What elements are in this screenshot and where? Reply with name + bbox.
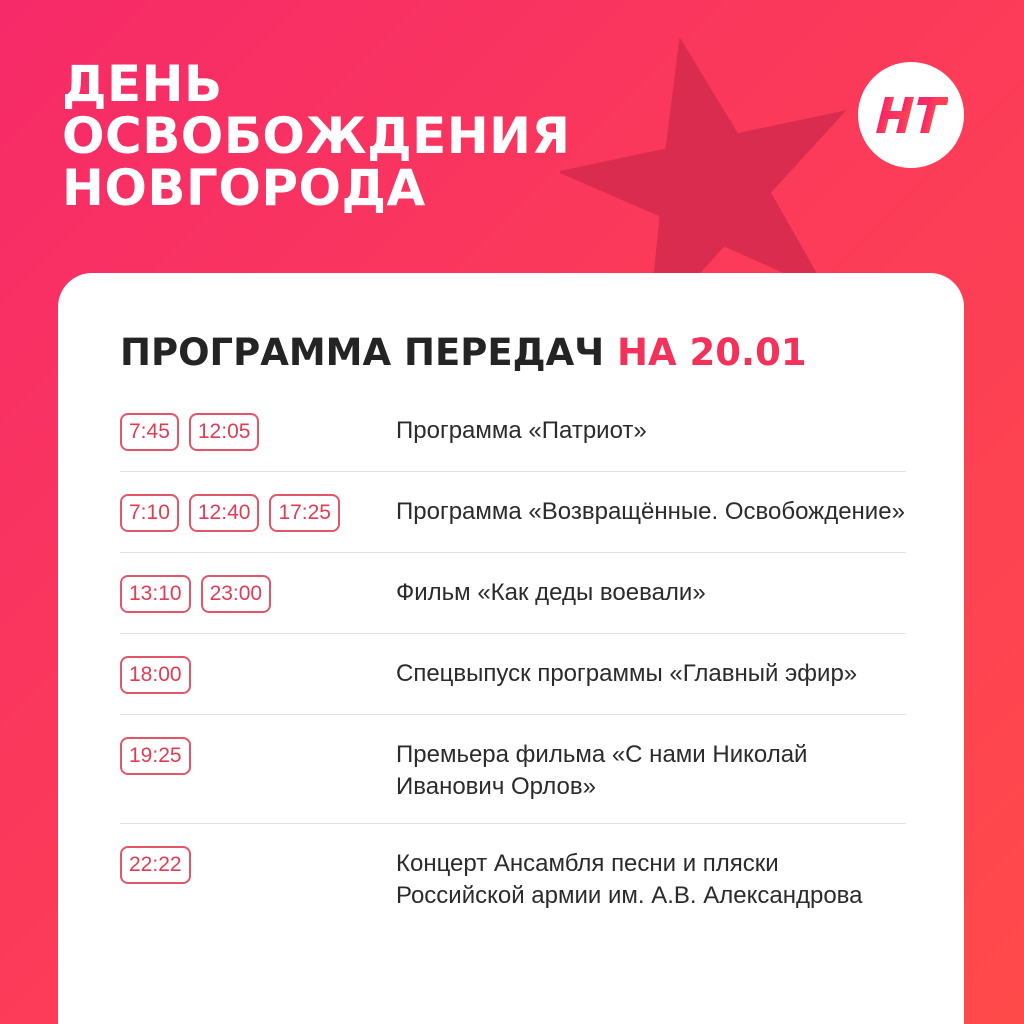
time-badge: 7:45 [120, 413, 179, 451]
schedule-row [120, 634, 906, 715]
page-title [62, 55, 571, 217]
show-title: Фильм «Как деды воевали» [396, 579, 706, 606]
show-title: Концерт Ансамбля песни и пляски Российской армии им. А.В. Александрова [396, 850, 863, 909]
time-badge: 22:22 [120, 846, 191, 884]
schedule-row [120, 715, 906, 824]
schedule-row [120, 824, 906, 932]
time-badge: 19:25 [120, 737, 191, 775]
schedule-heading [120, 331, 807, 375]
time-badge: 13:10 [120, 575, 191, 613]
schedule-row [120, 472, 906, 553]
show-title: Спецвыпуск программы «Главный эфир» [396, 660, 858, 687]
time-badge: 7:10 [120, 494, 179, 532]
schedule-row [120, 553, 906, 634]
show-title: Программа «Патриот» [396, 417, 647, 444]
time-slots [120, 413, 396, 451]
schedule-row [120, 391, 906, 472]
channel-logo [858, 62, 964, 168]
time-slots [120, 656, 396, 694]
title-line: ОСВОБОЖДЕНИЯ [62, 107, 571, 165]
time-badge: 12:05 [189, 413, 260, 451]
time-badge: 18:00 [120, 656, 191, 694]
schedule-card [58, 273, 964, 1024]
show-title: Программа «Возвращённые. Освобождение» [396, 498, 905, 525]
time-badge: 12:40 [189, 494, 260, 532]
time-badge: 17:25 [269, 494, 340, 532]
time-slots [120, 846, 396, 884]
schedule-list [120, 391, 906, 932]
time-badge: 23:00 [201, 575, 272, 613]
schedule-heading-date: НА 20.01 [617, 331, 807, 374]
show-title: Премьера фильма «С нами Николай Иванович Орлов» [396, 741, 808, 800]
nt-logo-icon [874, 93, 948, 137]
title-line: НОВГОРОДА [62, 159, 426, 217]
time-slots [120, 575, 396, 613]
time-slots [120, 737, 396, 775]
schedule-heading-main: ПРОГРАММА ПЕРЕДАЧ [120, 331, 605, 374]
title-line: ДЕНЬ [62, 55, 223, 113]
time-slots [120, 494, 396, 532]
